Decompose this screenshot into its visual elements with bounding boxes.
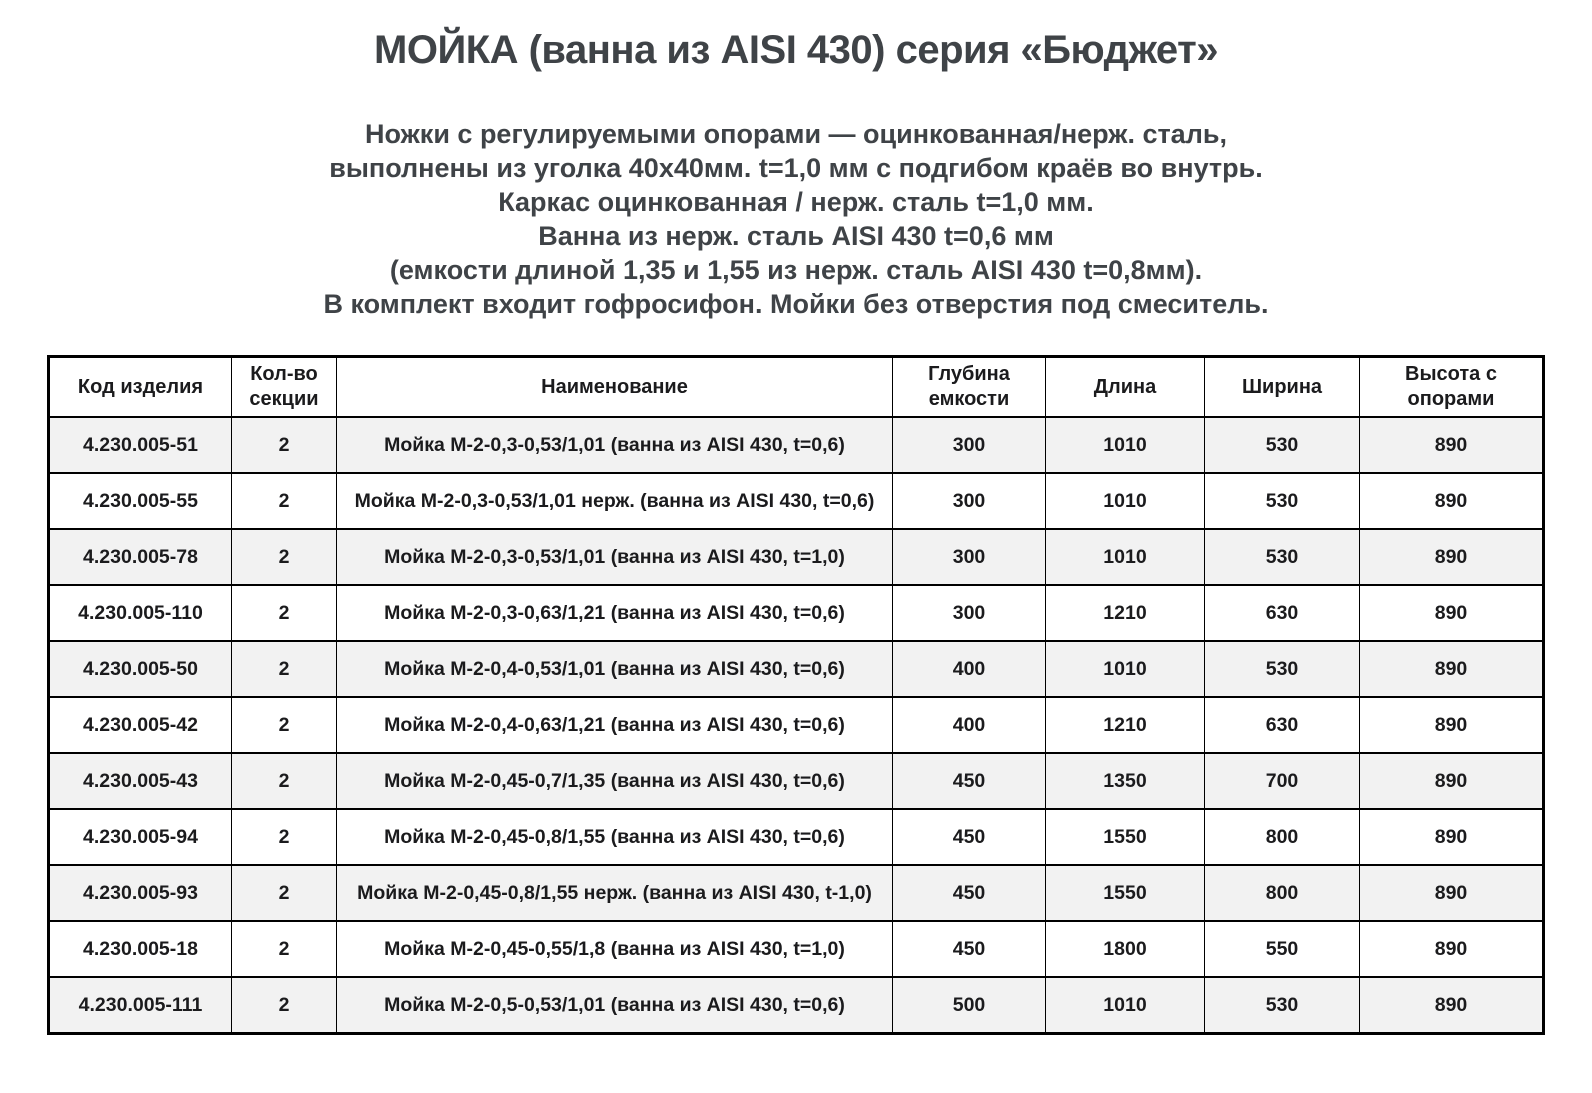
cell-product-name: Мойка М-2-0,3-0,53/1,01 (ванна из AISI 430, t=0,6) <box>337 417 893 473</box>
description-line: Ванна из нерж. сталь AISI 430 t=0,6 мм <box>538 221 1054 251</box>
cell-width: 800 <box>1205 865 1360 921</box>
cell-height: 890 <box>1360 921 1544 977</box>
table-body <box>49 417 1544 1033</box>
page-title: МОЙКА (ванна из AISI 430) серия «Бюджет» <box>374 28 1218 72</box>
cell-height: 890 <box>1360 585 1544 641</box>
product-table <box>47 355 1545 1035</box>
cell-length: 1550 <box>1046 865 1205 921</box>
product-description <box>0 117 1592 321</box>
cell-height: 890 <box>1360 417 1544 473</box>
cell-width: 630 <box>1205 585 1360 641</box>
cell-product-code: 4.230.005-111 <box>49 977 232 1033</box>
cell-length: 1010 <box>1046 529 1205 585</box>
cell-height: 890 <box>1360 809 1544 865</box>
cell-product-code: 4.230.005-50 <box>49 641 232 697</box>
cell-height: 890 <box>1360 697 1544 753</box>
cell-height: 890 <box>1360 473 1544 529</box>
table-row <box>49 417 1544 473</box>
cell-product-code: 4.230.005-18 <box>49 921 232 977</box>
table-row <box>49 529 1544 585</box>
cell-product-name: Мойка М-2-0,45-0,8/1,55 (ванна из AISI 430, t=0,6) <box>337 809 893 865</box>
cell-sections-count: 2 <box>232 921 337 977</box>
table-row <box>49 977 1544 1033</box>
cell-width: 530 <box>1205 641 1360 697</box>
cell-length: 1210 <box>1046 697 1205 753</box>
table-row <box>49 697 1544 753</box>
cell-sections-count: 2 <box>232 865 337 921</box>
cell-width: 700 <box>1205 753 1360 809</box>
column-header-depth: Глубина емкости <box>893 357 1046 418</box>
cell-bowl-depth: 300 <box>893 417 1046 473</box>
cell-width: 530 <box>1205 977 1360 1033</box>
table-row <box>49 921 1544 977</box>
cell-sections-count: 2 <box>232 473 337 529</box>
column-header-height: Высота с опорами <box>1360 357 1544 418</box>
cell-sections-count: 2 <box>232 585 337 641</box>
cell-product-name: Мойка М-2-0,3-0,63/1,21 (ванна из AISI 430, t=0,6) <box>337 585 893 641</box>
table-row <box>49 809 1544 865</box>
description-line: Ножки с регулируемыми опорами — оцинкованная/нерж. сталь, <box>365 119 1227 149</box>
cell-bowl-depth: 450 <box>893 753 1046 809</box>
cell-length: 1210 <box>1046 585 1205 641</box>
cell-sections-count: 2 <box>232 417 337 473</box>
column-header-length: Длина <box>1046 357 1205 418</box>
cell-height: 890 <box>1360 753 1544 809</box>
cell-width: 530 <box>1205 473 1360 529</box>
description-line: выполнены из уголка 40х40мм. t=1,0 мм с подгибом краёв во внутрь. <box>329 153 1263 183</box>
table-row <box>49 473 1544 529</box>
cell-product-name: Мойка М-2-0,3-0,53/1,01 нерж. (ванна из AISI 430, t=0,6) <box>337 473 893 529</box>
cell-product-code: 4.230.005-51 <box>49 417 232 473</box>
cell-length: 1010 <box>1046 473 1205 529</box>
cell-product-name: Мойка М-2-0,4-0,53/1,01 (ванна из AISI 430, t=0,6) <box>337 641 893 697</box>
cell-bowl-depth: 300 <box>893 585 1046 641</box>
cell-width: 530 <box>1205 417 1360 473</box>
cell-product-code: 4.230.005-55 <box>49 473 232 529</box>
cell-bowl-depth: 500 <box>893 977 1046 1033</box>
description-line: (емкости длиной 1,35 и 1,55 из нерж. сталь AISI 430 t=0,8мм). <box>389 255 1203 285</box>
cell-sections-count: 2 <box>232 529 337 585</box>
cell-product-name: Мойка М-2-0,45-0,8/1,55 нерж. (ванна из AISI 430, t-1,0) <box>337 865 893 921</box>
column-header-code: Код изделия <box>49 357 232 418</box>
cell-height: 890 <box>1360 529 1544 585</box>
cell-length: 1010 <box>1046 417 1205 473</box>
cell-product-code: 4.230.005-42 <box>49 697 232 753</box>
cell-product-code: 4.230.005-93 <box>49 865 232 921</box>
cell-bowl-depth: 450 <box>893 809 1046 865</box>
cell-length: 1800 <box>1046 921 1205 977</box>
cell-length: 1010 <box>1046 641 1205 697</box>
column-header-name: Наименование <box>337 357 893 418</box>
cell-height: 890 <box>1360 641 1544 697</box>
description-line: Каркас оцинкованная / нерж. сталь t=1,0 мм. <box>498 187 1094 217</box>
cell-bowl-depth: 300 <box>893 529 1046 585</box>
cell-width: 800 <box>1205 809 1360 865</box>
cell-sections-count: 2 <box>232 809 337 865</box>
column-header-width: Ширина <box>1205 357 1360 418</box>
cell-product-code: 4.230.005-43 <box>49 753 232 809</box>
cell-product-name: Мойка М-2-0,4-0,63/1,21 (ванна из AISI 430, t=0,6) <box>337 697 893 753</box>
cell-product-name: Мойка М-2-0,5-0,53/1,01 (ванна из AISI 430, t=0,6) <box>337 977 893 1033</box>
table-row <box>49 865 1544 921</box>
cell-bowl-depth: 450 <box>893 865 1046 921</box>
cell-product-name: Мойка М-2-0,3-0,53/1,01 (ванна из AISI 430, t=1,0) <box>337 529 893 585</box>
column-header-sections: Кол-во секции <box>232 357 337 418</box>
cell-height: 890 <box>1360 977 1544 1033</box>
cell-width: 550 <box>1205 921 1360 977</box>
cell-length: 1010 <box>1046 977 1205 1033</box>
cell-sections-count: 2 <box>232 641 337 697</box>
cell-sections-count: 2 <box>232 697 337 753</box>
cell-bowl-depth: 450 <box>893 921 1046 977</box>
table-header-row <box>49 357 1544 418</box>
description-line: В комплект входит гофросифон. Мойки без отверстия под смеситель. <box>323 289 1269 319</box>
table-row <box>49 753 1544 809</box>
cell-product-code: 4.230.005-94 <box>49 809 232 865</box>
table-row <box>49 585 1544 641</box>
cell-product-name: Мойка М-2-0,45-0,55/1,8 (ванна из AISI 430, t=1,0) <box>337 921 893 977</box>
cell-width: 630 <box>1205 697 1360 753</box>
cell-bowl-depth: 400 <box>893 697 1046 753</box>
cell-product-code: 4.230.005-110 <box>49 585 232 641</box>
table-row <box>49 641 1544 697</box>
cell-bowl-depth: 300 <box>893 473 1046 529</box>
cell-length: 1350 <box>1046 753 1205 809</box>
cell-sections-count: 2 <box>232 977 337 1033</box>
cell-product-name: Мойка М-2-0,45-0,7/1,35 (ванна из AISI 430, t=0,6) <box>337 753 893 809</box>
cell-sections-count: 2 <box>232 753 337 809</box>
cell-bowl-depth: 400 <box>893 641 1046 697</box>
cell-product-code: 4.230.005-78 <box>49 529 232 585</box>
cell-length: 1550 <box>1046 809 1205 865</box>
cell-height: 890 <box>1360 865 1544 921</box>
cell-width: 530 <box>1205 529 1360 585</box>
